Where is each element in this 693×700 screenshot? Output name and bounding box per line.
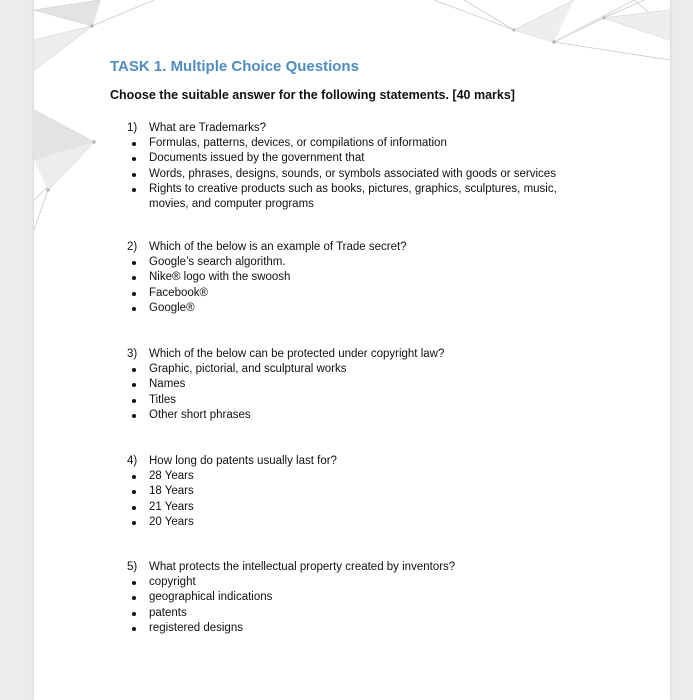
answer-option: Formulas, patterns, devices, or compilations of information	[127, 136, 587, 151]
question-text: What are Trademarks?	[149, 122, 266, 134]
answer-option: 20 Years	[127, 515, 587, 530]
bullet-icon	[132, 581, 136, 585]
bullet-icon	[132, 383, 136, 387]
question-stem	[127, 347, 587, 362]
question-2	[127, 240, 587, 316]
answer-option: Graphic, pictorial, and sculptural works	[127, 362, 587, 377]
question-number: 4)	[127, 455, 138, 467]
task-instruction: Choose the suitable answer for the following statements. [40 marks]	[110, 88, 515, 102]
question-text: How long do patents usually last for?	[149, 455, 337, 467]
answer-options	[127, 255, 587, 316]
bullet-icon	[132, 399, 136, 403]
question-3	[127, 347, 587, 423]
bullet-icon	[132, 596, 136, 600]
bullet-icon	[132, 368, 136, 372]
bullet-icon	[132, 612, 136, 616]
bullet-icon	[132, 521, 136, 525]
question-text: What protects the intellectual property created by inventors?	[149, 561, 456, 573]
answer-option: Words, phrases, designs, sounds, or symbols associated with goods or services	[127, 167, 587, 182]
bullet-icon	[132, 157, 136, 161]
bullet-icon	[132, 414, 136, 418]
answer-option: geographical indications	[127, 590, 587, 605]
answer-option: 18 Years	[127, 484, 587, 499]
answer-option: Documents issued by the government that	[127, 151, 587, 166]
answer-options	[127, 136, 587, 212]
answer-options	[127, 362, 587, 423]
answer-option: 28 Years	[127, 469, 587, 484]
question-stem	[127, 560, 587, 575]
answer-option: Facebook®	[127, 286, 587, 301]
question-text: Which of the below is an example of Trade secret?	[149, 241, 407, 253]
question-number: 1)	[127, 122, 138, 134]
bullet-icon	[132, 292, 136, 296]
bullet-icon	[132, 173, 136, 177]
question-number: 2)	[127, 241, 138, 253]
answer-option: Titles	[127, 393, 587, 408]
bullet-icon	[132, 627, 136, 631]
answer-option: Google®	[127, 301, 587, 316]
answer-option: 21 Years	[127, 500, 587, 515]
answer-option: registered designs	[127, 621, 587, 636]
question-stem	[127, 121, 587, 136]
question-number: 5)	[127, 561, 138, 573]
document-page	[34, 0, 670, 700]
question-text: Which of the below can be protected under copyright law?	[149, 348, 445, 360]
question-stem	[127, 454, 587, 469]
bullet-icon	[132, 490, 136, 494]
bullet-icon	[132, 261, 136, 265]
question-5	[127, 560, 587, 636]
answer-option: Google’s search algorithm.	[127, 255, 587, 270]
bullet-icon	[132, 142, 136, 146]
answer-options	[127, 469, 587, 530]
answer-option: Nike® logo with the swoosh	[127, 270, 587, 285]
answer-options	[127, 575, 587, 636]
question-1	[127, 121, 587, 212]
bullet-icon	[132, 188, 136, 192]
question-stem	[127, 240, 587, 255]
bullet-icon	[132, 276, 136, 280]
answer-option: patents	[127, 606, 587, 621]
bullet-icon	[132, 506, 136, 510]
question-number: 3)	[127, 348, 138, 360]
answer-option: copyright	[127, 575, 587, 590]
bullet-icon	[132, 307, 136, 311]
bullet-icon	[132, 475, 136, 479]
question-4	[127, 454, 587, 530]
answer-option: Rights to creative products such as books, pictures, graphics, sculptures, music, movies, and computer programs	[127, 182, 587, 212]
task-title: TASK 1. Multiple Choice Questions	[110, 58, 359, 75]
answer-option: Other short phrases	[127, 408, 587, 423]
answer-option: Names	[127, 377, 587, 392]
